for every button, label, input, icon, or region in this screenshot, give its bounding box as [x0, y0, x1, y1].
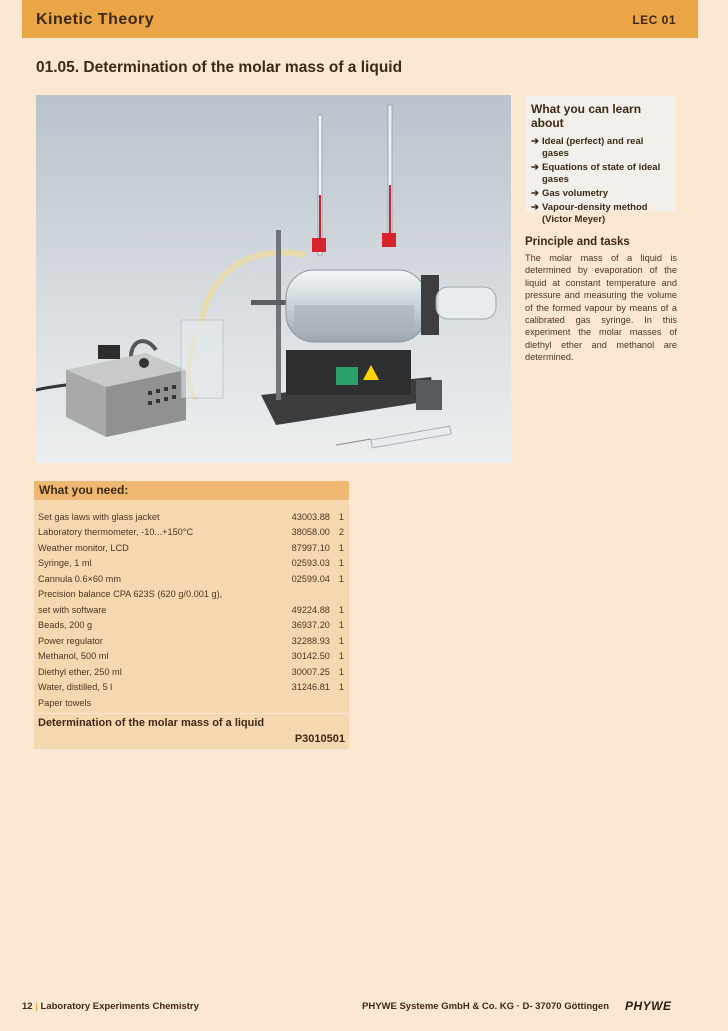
arrow-icon: ➔: [531, 162, 539, 173]
equipment-table: [34, 506, 349, 708]
equipment-name: Syringe, 1 ml: [38, 558, 92, 568]
lecture-code: LEC 01: [632, 13, 676, 27]
quantity: 1: [338, 604, 344, 615]
quantity: 1: [338, 651, 344, 661]
equipment-name: Power regulator: [38, 635, 103, 646]
footer-separator: |: [35, 1001, 38, 1012]
equipment-row: [34, 661, 349, 677]
learning-goal: ➔ Ideal (perfect) and real gases: [531, 136, 644, 159]
quantity: 1: [338, 620, 344, 630]
footer-publisher: PHYWE Systeme GmbH & Co. KG · D- 37070 Göttingen: [362, 1001, 610, 1012]
arrow-icon: ➔: [531, 188, 539, 199]
equipment-row: [34, 630, 349, 646]
apparatus-photo: [36, 95, 511, 463]
equipment-name: Laboratory thermometer, -10...+150°C: [38, 527, 194, 537]
order-number: [284, 692, 330, 708]
order-number: 30007.25: [291, 666, 330, 677]
principle-text: The molar mass of a liquid is determined by evaporation of the liquid at constant temperature and pressure and measuring the volume of the formed vapour by means of a calibrated gas syringe. In this experiment the molar masses of diethyl ether and methanol are determined.: [525, 253, 677, 363]
divider: [34, 713, 349, 714]
quantity: 1: [338, 558, 344, 568]
equipment-name: Cannula 0.6×60 mm: [38, 573, 121, 584]
principle-section: [525, 236, 677, 364]
learning-goals-box: [525, 96, 676, 225]
section-title: Kinetic Theory: [36, 11, 155, 28]
order-number: 30142.50: [291, 651, 330, 661]
order-number: 32288.93: [291, 635, 330, 646]
equipment-row: [34, 692, 349, 708]
quantity: 1: [338, 682, 344, 692]
equipment-row: [34, 568, 349, 584]
equipment-row: [34, 553, 349, 569]
learning-goals-heading: What you can learn about: [531, 102, 642, 130]
equipment-name: Beads, 200 g: [38, 620, 93, 630]
order-number: 87997.10: [291, 542, 330, 553]
order-number: 49224.88: [291, 604, 330, 615]
equipment-name: Precision balance CPA 623S (620 g/0.001 g),: [38, 589, 223, 599]
order-number: 31246.81: [291, 682, 330, 692]
arrow-icon: ➔: [531, 136, 539, 147]
equipment-row: [34, 646, 349, 662]
quantity: 1: [338, 573, 344, 584]
footer-publication: Laboratory Experiments Chemistry: [40, 1001, 199, 1012]
equipment-heading: What you need:: [34, 481, 349, 500]
equipment-name: Weather monitor, LCD: [38, 542, 129, 553]
apparatus-illustration: [36, 95, 511, 463]
footer-left: [22, 1001, 199, 1012]
learning-goal: ➔ Equations of state of ideal gases: [531, 162, 661, 185]
order-number: 02593.03: [291, 558, 330, 568]
equipment-name: Diethyl ether, 250 ml: [38, 666, 122, 677]
learning-goal: ➔ Gas volumetry: [531, 188, 608, 199]
set-name: Determination of the molar mass of a liquid: [38, 717, 265, 729]
equipment-name: Methanol, 500 ml: [38, 651, 109, 661]
order-number: 02599.04: [291, 573, 330, 584]
page-number: 12: [22, 1001, 33, 1012]
equipment-row: [34, 615, 349, 631]
phywe-logo: PHYWE: [625, 999, 672, 1013]
order-number: [284, 584, 330, 600]
equipment-list-box: [34, 481, 349, 749]
equipment-row: [34, 522, 349, 538]
header-bar: [22, 0, 698, 38]
equipment-name: Set gas laws with glass jacket: [38, 511, 160, 522]
order-number: 43003.88: [291, 511, 330, 522]
learning-goals-list: [525, 136, 676, 226]
equipment-row: [34, 584, 349, 600]
equipment-name: Paper towels: [38, 697, 92, 708]
quantity: 2: [338, 527, 344, 537]
order-number: 38058.00: [291, 527, 330, 537]
arrow-icon: ➔: [531, 202, 539, 213]
quantity: [330, 584, 349, 600]
learning-goal: ➔ Vapour-density method (Victor Meyer): [531, 202, 648, 225]
equipment-row: [34, 677, 349, 693]
quantity: 1: [338, 542, 344, 553]
equipment-name: set with software: [38, 604, 107, 615]
quantity: 1: [338, 635, 344, 646]
equipment-name: Water, distilled, 5 l: [38, 682, 113, 692]
order-number: 36937.20: [291, 620, 330, 630]
equipment-row: [34, 537, 349, 553]
principle-heading: Principle and tasks: [525, 236, 630, 248]
quantity: [330, 692, 349, 708]
equipment-row: [34, 599, 349, 615]
equipment-row: [34, 506, 349, 522]
quantity: 1: [338, 511, 344, 522]
quantity: 1: [338, 666, 344, 677]
set-number: P3010501: [294, 733, 345, 745]
experiment-title: 01.05. Determination of the molar mass of a liquid: [36, 59, 403, 76]
